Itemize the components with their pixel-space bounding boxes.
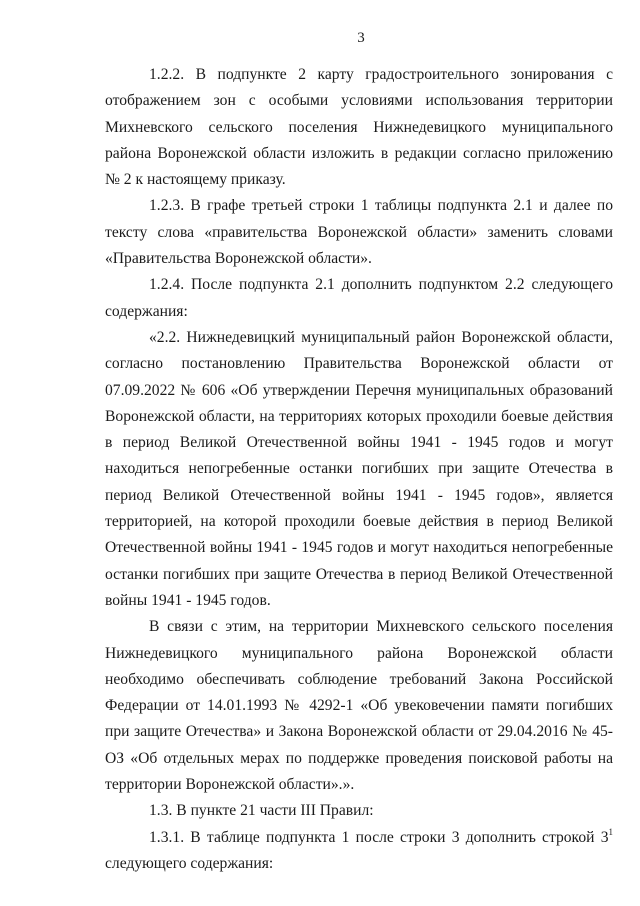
paragraph-1-3-1-tail: следующего содержания:: [105, 854, 274, 872]
paragraph-in-this-regard: В связи с этим, на территории Михневского сельского поселения Нижнедевицкого муниципального района Воронежской области необходимо обеспечивать соблюдение требований Закона Российской Федерации от 14.01.1993 № 4292-1 «Об увековечении памяти погибших при защите Отечества» и Закона Воронежской области от 29.04.2016 № 45-ОЗ «Об отдельных мерах по поддержке проведения поисковой работы на территории Воронежской области».».: [105, 618, 613, 794]
paragraph-1-2-4: 1.2.4. После подпункта 2.1 дополнить подпунктом 2.2 следующего содержания:: [105, 276, 613, 320]
paragraph-1-3-1-text: 1.3.1. В таблице подпункта 1 после строки 3 дополнить строкой 3: [149, 828, 609, 846]
paragraph-2-2-quote: «2.2. Нижнедевицкий муниципальный район Воронежской области, согласно постановлению Правительства Воронежской области от 07.09.2022 № 606 «Об утверждении Перечня муниципальных образований Воронежской области, на территориях которых проходили боевые действия в период Великой Отечественной войны 1941 - 1945 годов и могут находиться непогребенные останки погибших при защите Отечества в период Великой Отечественной войны 1941 - 1945 годов», является территорией, на которой проходили боевые действия в период Великой Отечественной войны 1941 - 1945 годов и могут находиться непогребенные останки погибших при защите Отечества в период Великой Отечественной войны 1941 - 1945 годов.: [105, 328, 613, 609]
paragraph-1-3: 1.3. В пункте 21 части III Правил:: [149, 802, 374, 820]
superscript-number: 1: [608, 826, 613, 837]
page-number: 3: [357, 30, 365, 46]
paragraph-1-3-1: [105, 825, 613, 878]
paragraph-1-2-2: 1.2.2. В подпункте 2 карту градостроительного зонирования с отображением зон с особыми условиями использования территории Михневского сельского поселения Нижнедевицкого муниципального района Воронежской области изложить в редакции согласно приложению № 2 к настоящему приказу.: [105, 66, 613, 189]
document-body: [105, 62, 613, 877]
paragraph-1-2-3: 1.2.3. В графе третьей строки 1 таблицы подпункта 2.1 и далее по тексту слова «правительства Воронежской области» заменить словами «Правительства Воронежской области».: [105, 197, 613, 268]
